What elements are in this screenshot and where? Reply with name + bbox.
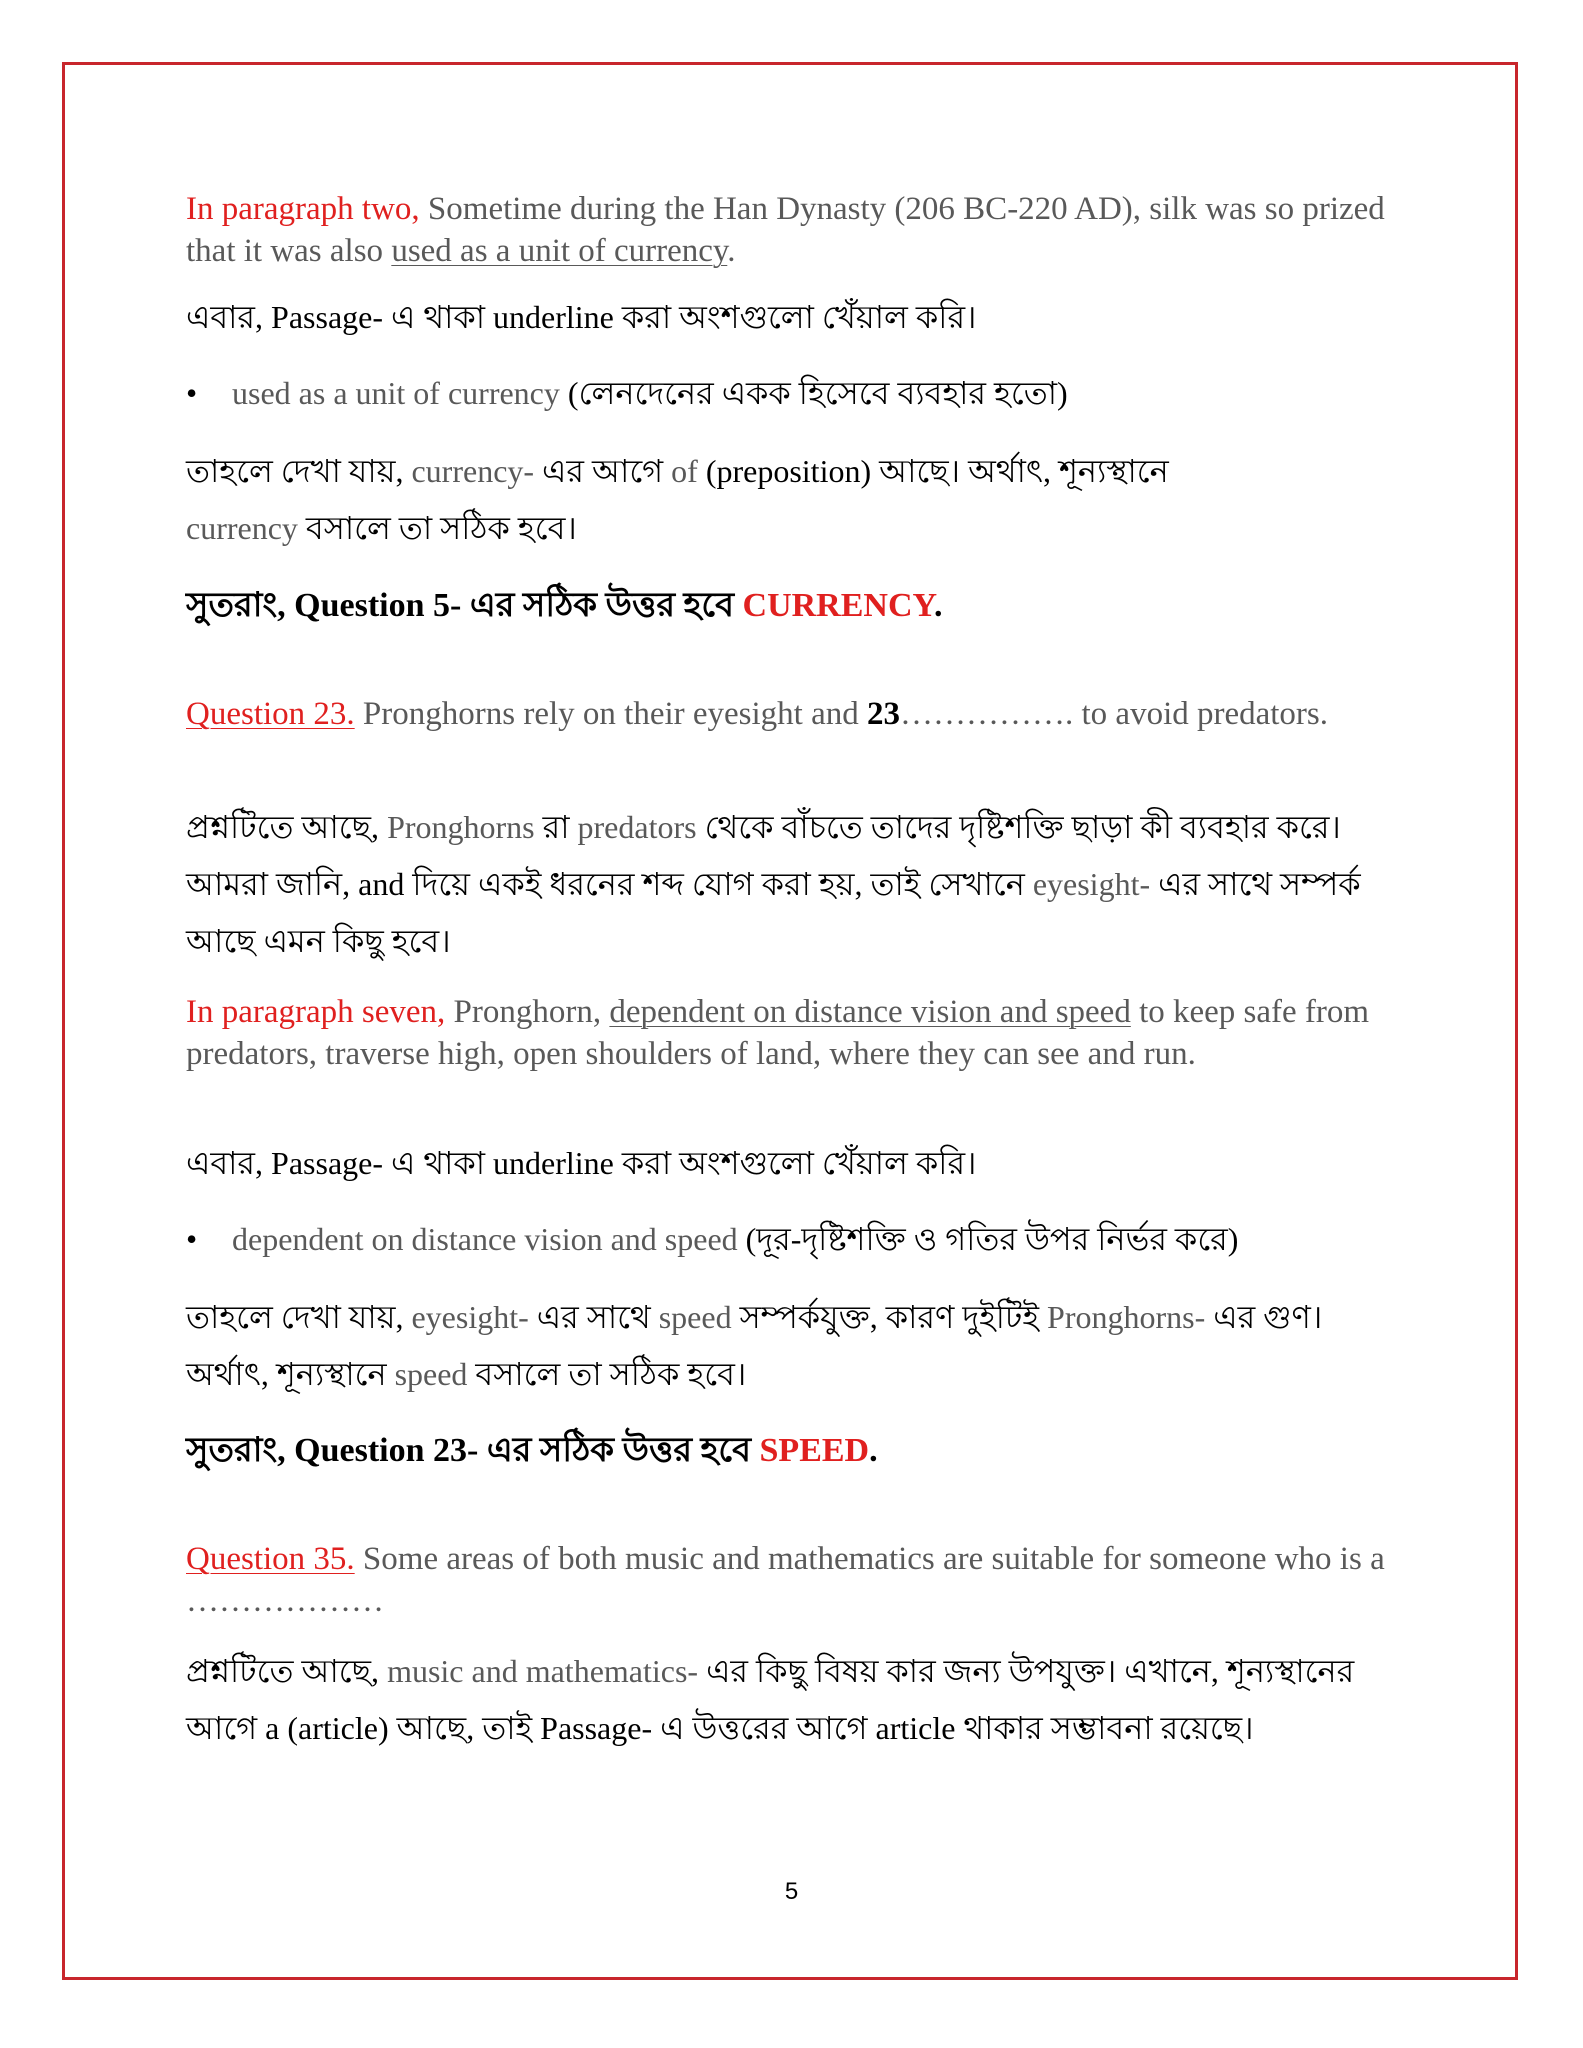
- answer: CURRENCY: [742, 587, 934, 624]
- bullet-translation: (লেনদেনের একক হিসেবে ব্যবহার হতো): [559, 375, 1068, 411]
- underline-instruction: এবার, Passage- এ থাকা underline করা অংশগুলো খেঁয়াল করি।: [186, 1145, 977, 1181]
- question-label: Question 23.: [186, 696, 355, 732]
- underlined-phrase: used as a unit of currency: [391, 233, 728, 269]
- conclusion: সুতরাং, Question 23- এর সঠিক উত্তর হবে SPEED.: [186, 1432, 878, 1469]
- excerpt-text: Sometime during the Han Dynasty (206 BC-220 AD), silk was so prized that it was also: [186, 191, 1385, 269]
- question-label: Question 35.: [186, 1541, 355, 1577]
- bullet-phrase: dependent on distance vision and speed: [232, 1221, 738, 1257]
- bullet-dot: •: [186, 1221, 198, 1257]
- underline-instruction: এবার, Passage- এ থাকা underline করা অংশগুলো খেঁয়াল করি।: [186, 299, 977, 335]
- bullet-phrase: used as a unit of currency: [232, 375, 560, 411]
- page-number: 5: [784, 1878, 799, 1905]
- explanation: তাহলে দেখা যায়, currency- এর আগে of (preposition) আছে। অর্থাৎ, শূন্যস্থানে currency বসালে তা সঠিক হবে।: [186, 453, 1169, 546]
- question-35: Question 35. Some areas of both music and mathematics are suitable for someone who is a ………………: [186, 1541, 1385, 1619]
- paragraph-reference: In paragraph seven,: [186, 994, 446, 1030]
- paragraph-two-excerpt: In paragraph two, Sometime during the Han Dynasty (206 BC-220 AD), silk was so prized that it was also used as a unit of currency.: [186, 191, 1385, 269]
- paragraph-seven-excerpt: In paragraph seven, Pronghorn, dependent on distance vision and speed to keep safe from predators, traverse high, open shoulders of land, where they can see and run.: [186, 994, 1370, 1072]
- paragraph-reference: In paragraph two,: [186, 191, 420, 227]
- conclusion: সুতরাং, Question 5- এর সঠিক উত্তর হবে CURRENCY.: [186, 587, 943, 624]
- question-analysis: প্রশ্নটিতে আছে, Pronghorns রা predators থেকে বাঁচতে তাদের দৃষ্টিশক্তি ছাড়া কী ব্যবহার করে। আমরা জানি, and দিয়ে একই ধরনের শব্দ যোগ করা হয়, তাই সেখানে eyesight- এর সাথে সম্পর্ক আছে এমন কিছু হবে।: [186, 809, 1361, 959]
- question-23: Question 23. Pronghorns rely on their eyesight and 23……………. to avoid predators.: [186, 696, 1329, 732]
- answer: SPEED: [759, 1432, 870, 1469]
- blank-number: 23: [867, 696, 900, 732]
- bullet-item: [186, 1211, 1386, 1268]
- explanation: তাহলে দেখা যায়, eyesight- এর সাথে speed সম্পর্কযুক্ত, কারণ দুইটিই Pronghorns- এর গুণ। অর্থাৎ, শূন্যস্থানে speed বসালে তা সঠিক হবে।: [186, 1299, 1323, 1392]
- bullet-translation: (দূর-দৃষ্টিশক্তি ও গতির উপর নির্ভর করে): [737, 1221, 1239, 1257]
- bullet-item: [186, 365, 1386, 422]
- bullet-dot: •: [186, 375, 198, 411]
- question-analysis: প্রশ্নটিতে আছে, music and mathematics- এর কিছু বিষয় কার জন্য উপযুক্ত। এখানে, শূন্যস্থানের আগে a (article) আছে, তাই Passage- এ উত্তরের আগে article থাকার সম্ভাবনা রয়েছে।: [186, 1653, 1355, 1746]
- underlined-phrase: dependent on distance vision and speed: [609, 994, 1131, 1030]
